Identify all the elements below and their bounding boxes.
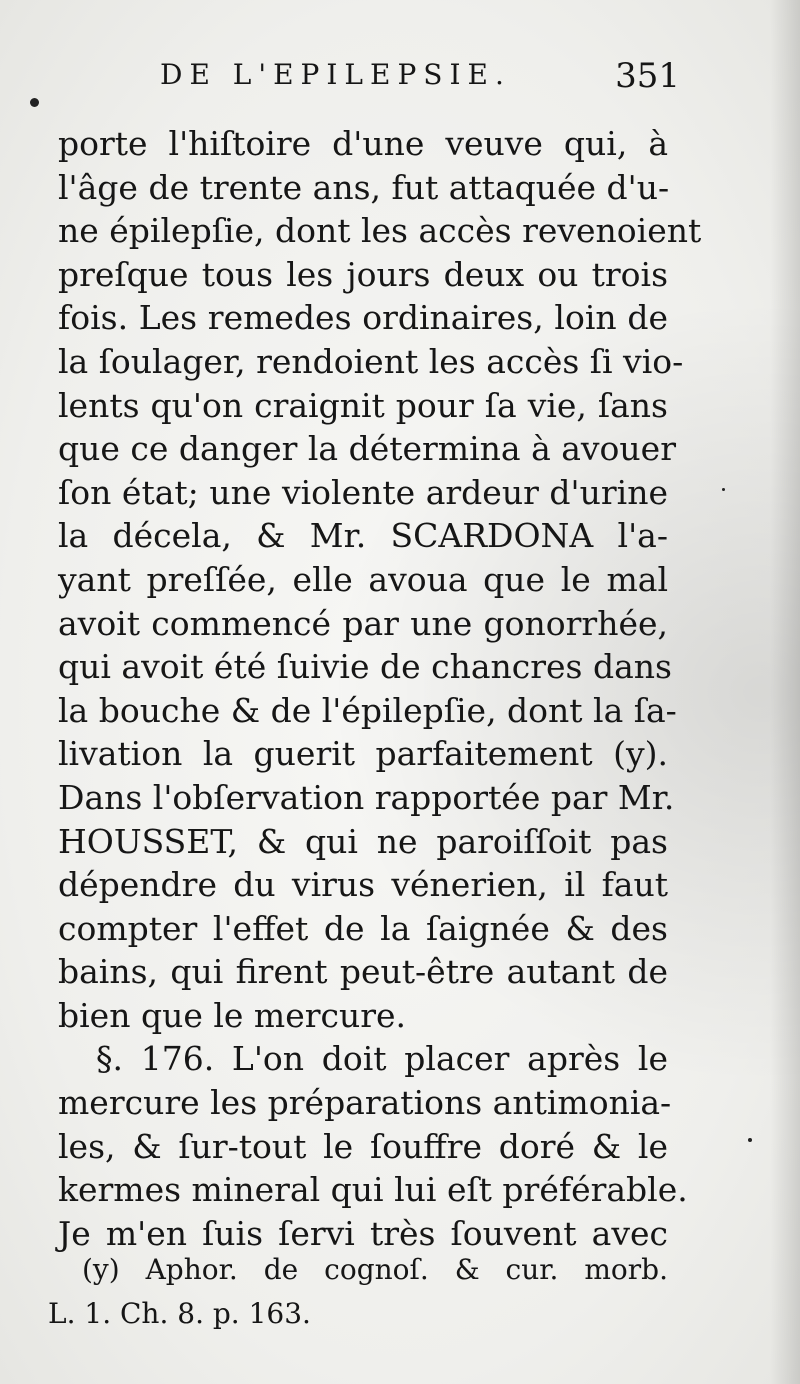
- text-line: compter l'effet de la ſaignée & des: [58, 908, 668, 948]
- text-line: preſque tous les jours deux ou trois: [58, 254, 668, 294]
- text-line: kermes mineral qui lui eſt préférable.: [58, 1170, 688, 1210]
- footnote-line: (y) Aphor. de cognoſ. & cur. morb.: [82, 1253, 668, 1286]
- text-line: la ſoulager, rendoient les accès ſi vio-: [58, 341, 684, 381]
- text-line: yant preſſée, elle avoua que le mal: [58, 559, 668, 599]
- text-line: Je m'en ſuis ſervi très ſouvent avec: [58, 1213, 668, 1253]
- text-line: Dans l'obſervation rapportée par Mr.: [58, 777, 675, 817]
- text-line: la décela, & Mr. SCARDONA l'a-: [58, 516, 668, 556]
- text-line: §. 176. L'on doit placer après le: [96, 1039, 668, 1079]
- ink-speck: [30, 98, 39, 107]
- text-line: bien que le mercure.: [58, 995, 407, 1035]
- page-number: 351: [615, 56, 680, 96]
- text-line: HOUSSET, & qui ne paroiſſoit pas: [58, 821, 668, 861]
- footnote: [48, 1248, 668, 1336]
- text-line: avoit commencé par une gonorrhée,: [58, 603, 668, 643]
- running-title: DE L'EPILEPSIE.: [160, 58, 511, 91]
- text-line: porte l'hiſtoire d'une veuve qui, à: [58, 124, 668, 163]
- text-line: les, & ſur-tout le ſouffre doré & le: [58, 1126, 668, 1166]
- text-line: fois. Les remedes ordinaires, loin de: [58, 298, 668, 338]
- page-header: [160, 58, 680, 98]
- text-line: la bouche & de l'épilepſie, dont la ſa-: [58, 690, 677, 730]
- ink-speck: [748, 1138, 752, 1142]
- text-line: ne épilepſie, dont les accès revenoient: [58, 211, 702, 251]
- text-line: l'âge de trente ans, fut attaquée d'u-: [58, 167, 670, 207]
- text-line: mercure les préparations antimonia-: [58, 1083, 672, 1123]
- text-line: ſon état; une violente ardeur d'urine: [58, 472, 668, 512]
- text-line: lents qu'on craignit pour ſa vie, ſans: [58, 385, 668, 425]
- body-text: [58, 122, 702, 1255]
- page-gutter-shadow: [770, 0, 800, 1384]
- text-line: livation la guerit parfaitement (y).: [58, 734, 668, 774]
- text-line: bains, qui firent peut-être autant de: [58, 952, 668, 992]
- footnote-line: L. 1. Ch. 8. p. 163.: [48, 1297, 311, 1330]
- text-line: qui avoit été ſuivie de chancres dans: [58, 647, 672, 687]
- text-line: dépendre du virus vénerien, il faut: [58, 865, 668, 905]
- text-line: que ce danger la détermina à avouer: [58, 429, 676, 469]
- ink-speck: [722, 488, 725, 491]
